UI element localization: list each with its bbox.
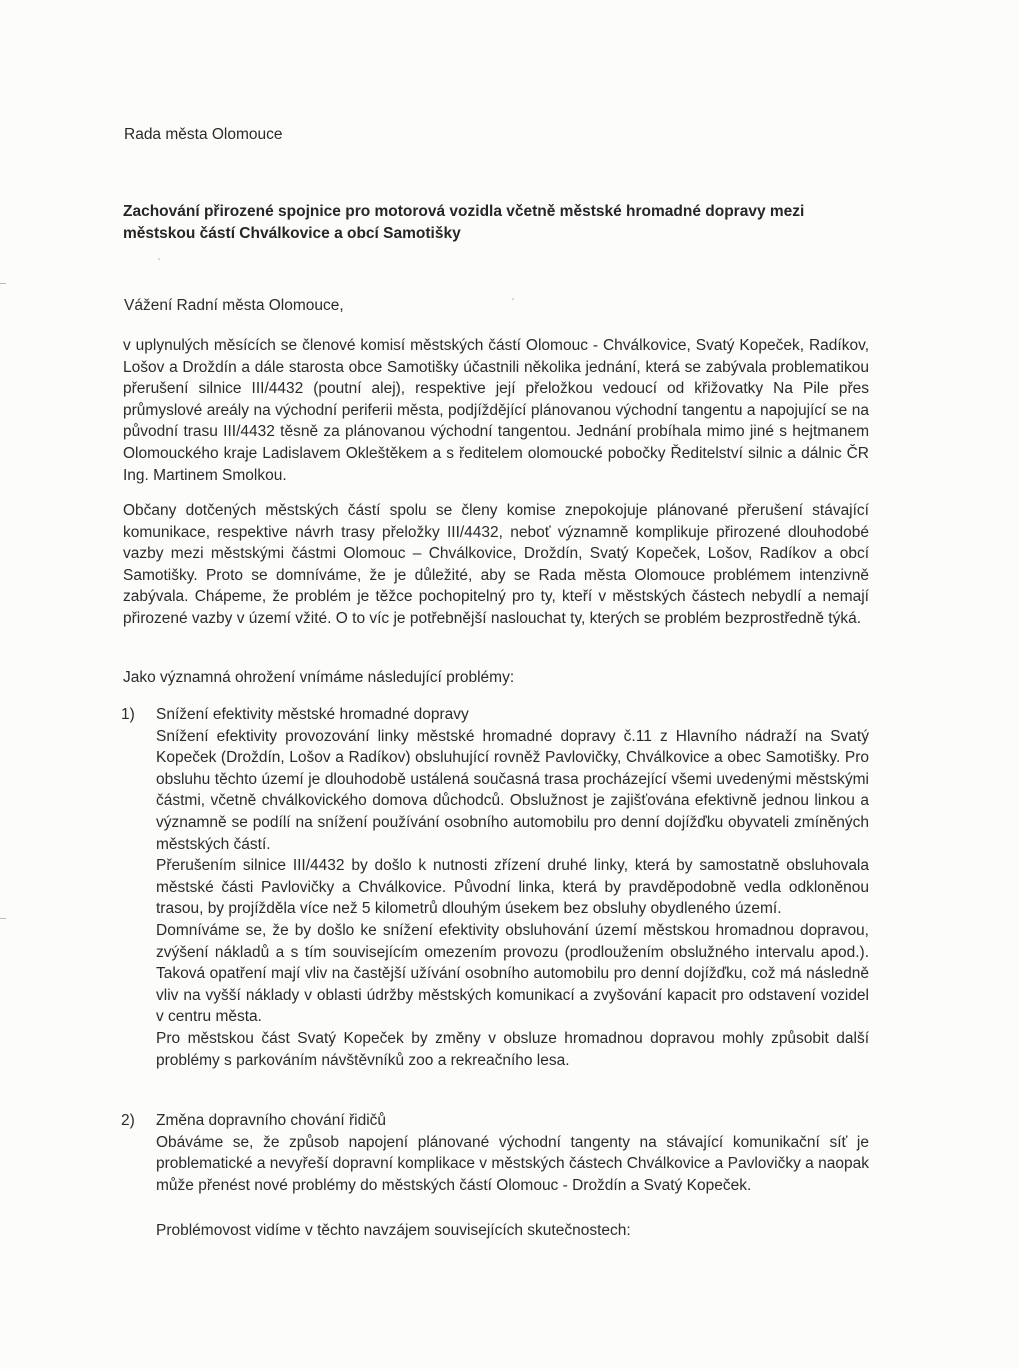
list-item-paragraph: Přerušením silnice III/4432 by došlo k nutnosti zřízení druhé linky, která by samostatně obsluhovala městské části Pavlovičky a Chválkovice. Původní linka, která by pravděpodobně vedla odkloněnou trasou, by projížděla více než 5 kilometrů dlouhým úsekem bez obsluhy obydleného území. bbox=[156, 857, 869, 918]
list-item-title: Změna dopravního chování řidičů bbox=[156, 1112, 387, 1129]
salutation: Vážení Radní města Olomouce, bbox=[124, 297, 344, 314]
scan-edge-mark bbox=[0, 283, 6, 284]
list-item-body bbox=[156, 1110, 869, 1196]
paragraph-threats-intro: Jako významná ohrožení vnímáme následující problémy: bbox=[123, 669, 515, 686]
list-item-paragraph: Domníváme se, že by došlo ke snížení efektivity obsluhování území městskou hromadnou dopravou, zvýšení nákladů a s tím souvisejícím omezením provozu (prodloužením obslužného intervalu apod.). Taková opatření mají vliv na častější užívání osobního automobilu pro denní dojížďku, což má následně vliv na vyšší náklady v oblasti údržby městských komunikací a zvyšování kapacit pro odstavení vozidel v centru města. bbox=[156, 921, 869, 1026]
subject-line: Zachování přirozené spojnice pro motorová vozidla včetně městské hromadné dopravy mezi bbox=[123, 203, 805, 220]
subject-line: městskou částí Chválkovice a obcí Samotišky bbox=[123, 225, 461, 242]
list-item-paragraph: Pro městskou část Svatý Kopeček by změny v obsluze hromadnou dopravou mohly způsobit další problémy s parkováním návštěvníků zoo a rekreačního lesa. bbox=[156, 1029, 869, 1069]
list-item-number: 1) bbox=[121, 706, 135, 723]
list-item-body bbox=[156, 704, 869, 1071]
scan-edge-mark bbox=[0, 918, 6, 919]
list-item-public-transport bbox=[121, 704, 869, 1071]
list-item-driver-behaviour bbox=[121, 1110, 869, 1196]
list-item-title: Snížení efektivity městské hromadné dopravy bbox=[156, 706, 469, 723]
paragraph-intro: v uplynulých měsících se členové komisí městských částí Olomouc - Chválkovice, Svatý Kopeček, Radíkov, Lošov a Droždín a dále starosta obce Samotišky účastnili několika jednání, která se zabývala problematikou přerušení silnice III/4432 (poutní alej), respektive její přeložkou vedoucí od křižovatky Na Pile přes průmyslové areály na východní periferii města, podjíždějící plánovanou východní tangentu a napojující se na původní trasu III/4432 těsně za plánovanou východní tangentou. Jednání probíhala mimo jiné s hejtmanem Olomouckého kraje Ladislavem Okleštěkem a s ředitelem olomoucké pobočky Ředitelství silnic a dálnic ČR Ing. Martinem Smolkou. bbox=[123, 337, 869, 484]
list-item-number: 2) bbox=[121, 1112, 135, 1129]
letter-subject bbox=[123, 201, 883, 245]
scan-speck bbox=[158, 258, 160, 260]
list-item-paragraph: Snížení efektivity provozování linky městské hromadné dopravy č.11 z Hlavního nádraží na Svatý Kopeček (Droždín, Lošov a Radíkov) obsluhující rovněž Pavlovičky, Chválkovice a obec Samotišky. Pro obsluhu těchto území je dlouhodobě ustálená současná trasa procházející všemi uvedenými městskými částmi, včetně chválkovického domova důchodců. Obslužnost je zajišťována efektivně jednou linkou a významně se podílí na snížení používání osobního automobilu pro denní dojížďku obyvateli zmíněných městských částí. bbox=[156, 727, 869, 853]
paragraph-final: Problémovost vidíme v těchto navzájem souvisejících skutečnostech: bbox=[156, 1222, 631, 1239]
scan-speck bbox=[512, 298, 514, 300]
addressee: Rada města Olomouce bbox=[124, 126, 283, 143]
list-item-paragraph: Obáváme se, že způsob napojení plánované východní tangenty na stávající komunikační síť je problematické a nevyřeší dopravní komplikace v městských částech Chválkovice a Pavlovičky a naopak může přenést nové problémy do městských částí Olomouc - Droždín a Svatý Kopeček. bbox=[156, 1133, 869, 1194]
paragraph-concern: Občany dotčených městských částí spolu se členy komise znepokojuje plánované přerušení stávající komunikace, respektive návrh trasy přeložky III/4432, neboť významně komplikuje přirozené dlouhodobé vazby mezi městskými částmi Olomouc – Chválkovice, Droždín, Svatý Kopeček, Lošov, Radíkov a obcí Samotišky. Proto se domníváme, že je důležité, aby se Rada města Olomouce problémem intenzivně zabývala. Chápeme, že problém je těžce pochopitelný pro ty, kteří v městských částech nebydlí a nemají přirozené vazby v území vžité. O to víc je potřebnější naslouchat ty, kterých se problém bezprostředně týká. bbox=[123, 502, 869, 627]
